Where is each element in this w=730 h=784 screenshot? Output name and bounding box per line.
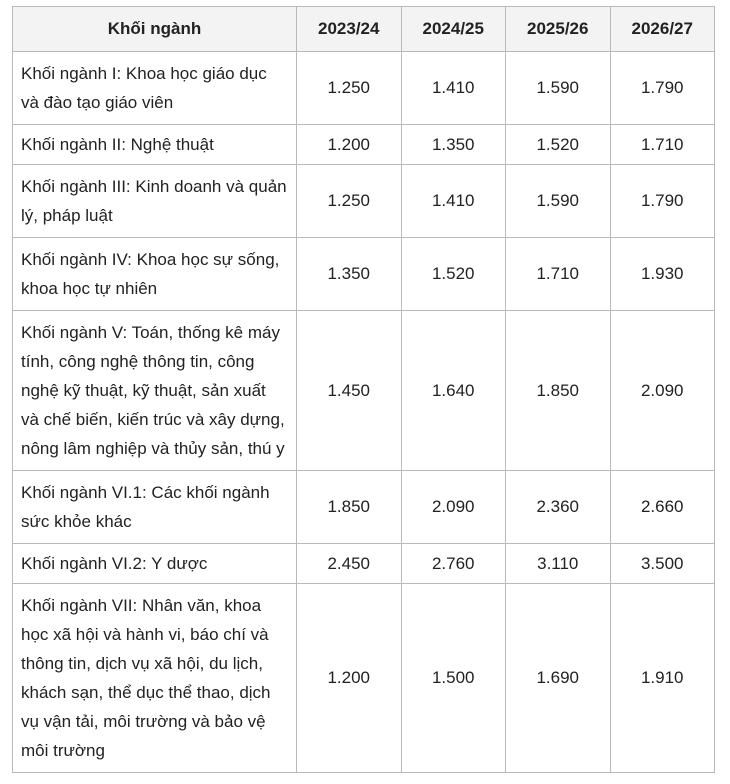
header-2026-27: 2026/27 [610, 7, 715, 52]
cell-value: 1.590 [506, 165, 611, 238]
cell-value: 2.360 [506, 471, 611, 544]
table-row [13, 52, 715, 125]
cell-value: 1.410 [401, 165, 506, 238]
cell-value: 1.710 [506, 238, 611, 311]
table-row [13, 544, 715, 584]
table-row [13, 165, 715, 238]
cell-value: 1.790 [610, 165, 715, 238]
table-row [13, 311, 715, 471]
cell-value: 1.850 [506, 311, 611, 471]
table-row [13, 125, 715, 165]
cell-value: 1.590 [506, 52, 611, 125]
cell-value: 1.710 [610, 125, 715, 165]
table-row [13, 471, 715, 544]
row-name: Khối ngành IV: Khoa học sự sống, khoa học tự nhiên [13, 238, 297, 311]
cell-value: 1.410 [401, 52, 506, 125]
cell-value: 1.930 [610, 238, 715, 311]
cell-value: 3.500 [610, 544, 715, 584]
cell-value: 3.110 [506, 544, 611, 584]
cell-value: 2.090 [401, 471, 506, 544]
tuition-table [12, 6, 715, 773]
row-name: Khối ngành VI.1: Các khối ngành sức khỏe khác [13, 471, 297, 544]
row-name: Khối ngành III: Kinh doanh và quản lý, pháp luật [13, 165, 297, 238]
cell-value: 1.520 [506, 125, 611, 165]
cell-value: 1.200 [297, 584, 402, 773]
cell-value: 1.200 [297, 125, 402, 165]
cell-value: 1.520 [401, 238, 506, 311]
row-name: Khối ngành I: Khoa học giáo dục và đào tạo giáo viên [13, 52, 297, 125]
cell-value: 1.250 [297, 165, 402, 238]
row-name: Khối ngành VII: Nhân văn, khoa học xã hội và hành vi, báo chí và thông tin, dịch vụ xã hội, du lịch, khách sạn, thể dục thể thao, dịch vụ vận tải, môi trường và bảo vệ môi trường [13, 584, 297, 773]
header-khoi-nganh: Khối ngành [13, 7, 297, 52]
row-name: Khối ngành II: Nghệ thuật [13, 125, 297, 165]
cell-value: 1.500 [401, 584, 506, 773]
table-row [13, 584, 715, 773]
cell-value: 2.660 [610, 471, 715, 544]
cell-value: 1.640 [401, 311, 506, 471]
cell-value: 1.450 [297, 311, 402, 471]
header-2025-26: 2025/26 [506, 7, 611, 52]
table-row [13, 238, 715, 311]
cell-value: 1.690 [506, 584, 611, 773]
cell-value: 1.910 [610, 584, 715, 773]
cell-value: 1.850 [297, 471, 402, 544]
cell-value: 1.350 [297, 238, 402, 311]
cell-value: 1.790 [610, 52, 715, 125]
cell-value: 2.760 [401, 544, 506, 584]
cell-value: 2.090 [610, 311, 715, 471]
cell-value: 1.250 [297, 52, 402, 125]
cell-value: 2.450 [297, 544, 402, 584]
header-2023-24: 2023/24 [297, 7, 402, 52]
row-name: Khối ngành V: Toán, thống kê máy tính, công nghệ thông tin, công nghệ kỹ thuật, kỹ thuật, sản xuất và chế biến, kiến trúc và xây dựng, nông lâm nghiệp và thủy sản, thú y [13, 311, 297, 471]
cell-value: 1.350 [401, 125, 506, 165]
row-name: Khối ngành VI.2: Y dược [13, 544, 297, 584]
table-header-row [13, 7, 715, 52]
header-2024-25: 2024/25 [401, 7, 506, 52]
